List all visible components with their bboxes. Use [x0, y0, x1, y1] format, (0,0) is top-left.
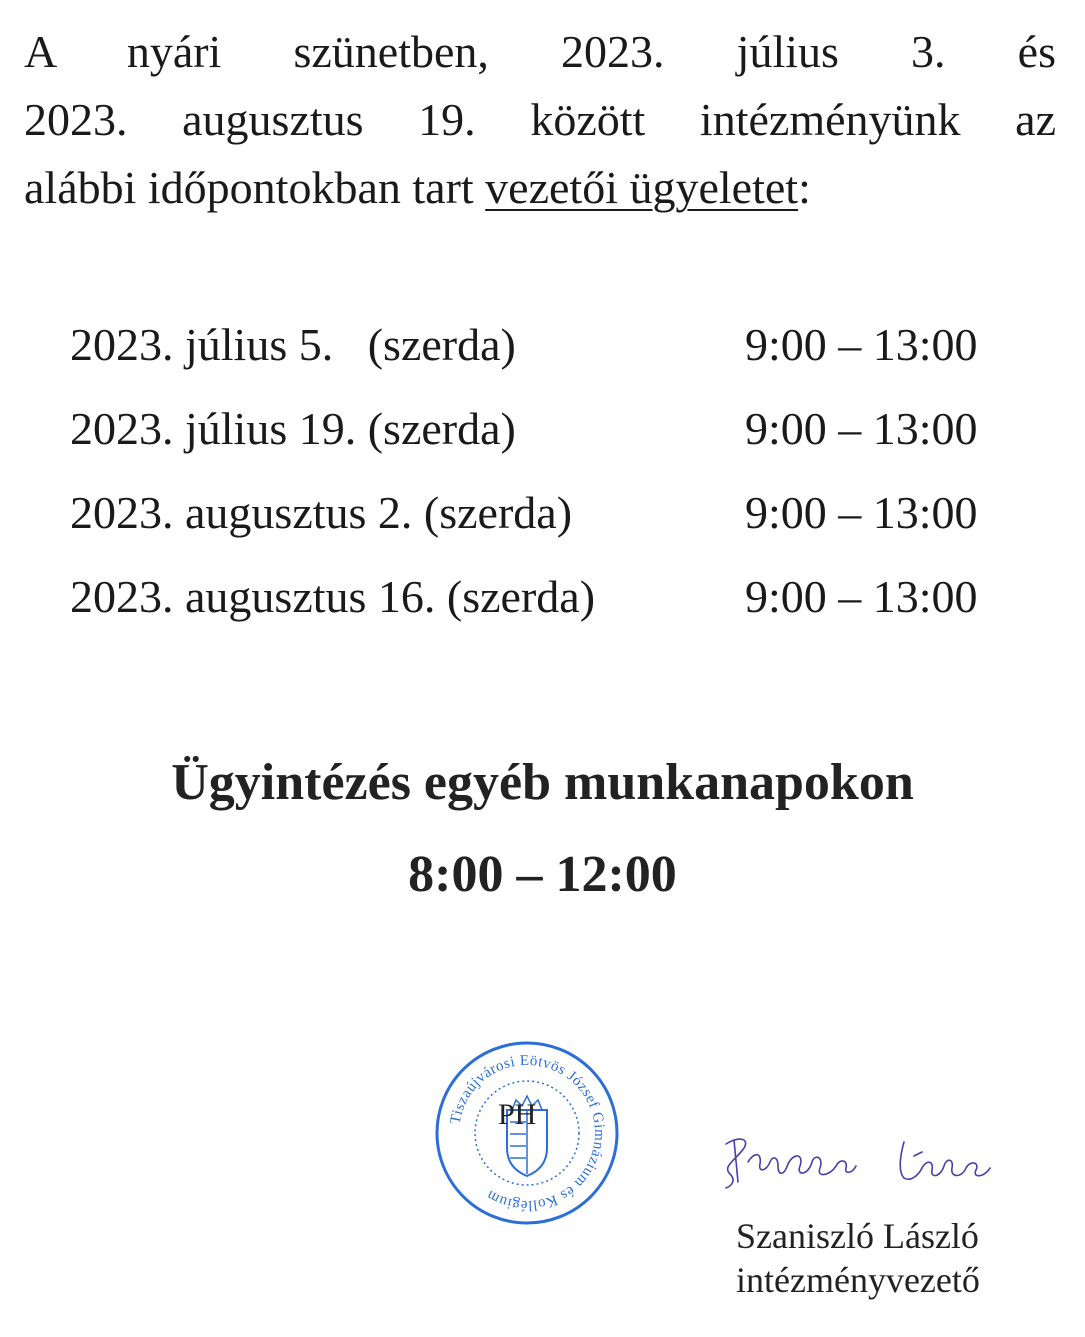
signer-block [736, 1214, 980, 1302]
duty-schedule [70, 318, 1030, 654]
schedule-time: 9:00 – 13:00 [745, 319, 978, 370]
handwritten-signature [708, 1122, 1008, 1202]
schedule-time: 9:00 – 13:00 [745, 403, 978, 454]
intro-paragraph [24, 18, 1056, 222]
duty-emphasis: vezetői ügyeletet [485, 162, 799, 213]
intro-line-1: A nyári szünetben, 2023. július 3. és [24, 26, 1056, 77]
schedule-row [70, 402, 1030, 486]
schedule-date: 2023. július 19. (szerda) [70, 403, 516, 454]
signer-name: Szaniszló László [736, 1216, 979, 1256]
schedule-time: 9:00 – 13:00 [745, 487, 978, 538]
schedule-date: 2023. augusztus 16. (szerda) [70, 571, 596, 622]
intro-line-3-text: alábbi időpontokban tart [24, 162, 486, 213]
intro-line-3 [24, 154, 1056, 222]
schedule-row [70, 318, 1030, 402]
other-days-hours: 8:00 – 12:00 [408, 846, 677, 903]
schedule-row [70, 570, 1030, 654]
other-days-title: Ügyintézés egyéb munkanapokon [171, 754, 914, 811]
signer-title: intézményvezető [736, 1260, 980, 1300]
official-stamp [432, 1038, 622, 1228]
stamp-placeholder-ph: PH [498, 1098, 537, 1131]
schedule-row [70, 486, 1030, 570]
schedule-time: 9:00 – 13:00 [745, 571, 978, 622]
other-days-notice [0, 748, 1085, 910]
intro-line-2: 2023. augusztus 19. között intézményünk az [24, 94, 1056, 145]
schedule-date: 2023. július 5. (szerda) [70, 319, 516, 370]
intro-line-3-colon: : [798, 162, 811, 213]
stamp-text: Tiszaújvárosi Eötvös József Gimnázium és Kollégium [447, 1052, 608, 1214]
schedule-date: 2023. augusztus 2. (szerda) [70, 487, 573, 538]
